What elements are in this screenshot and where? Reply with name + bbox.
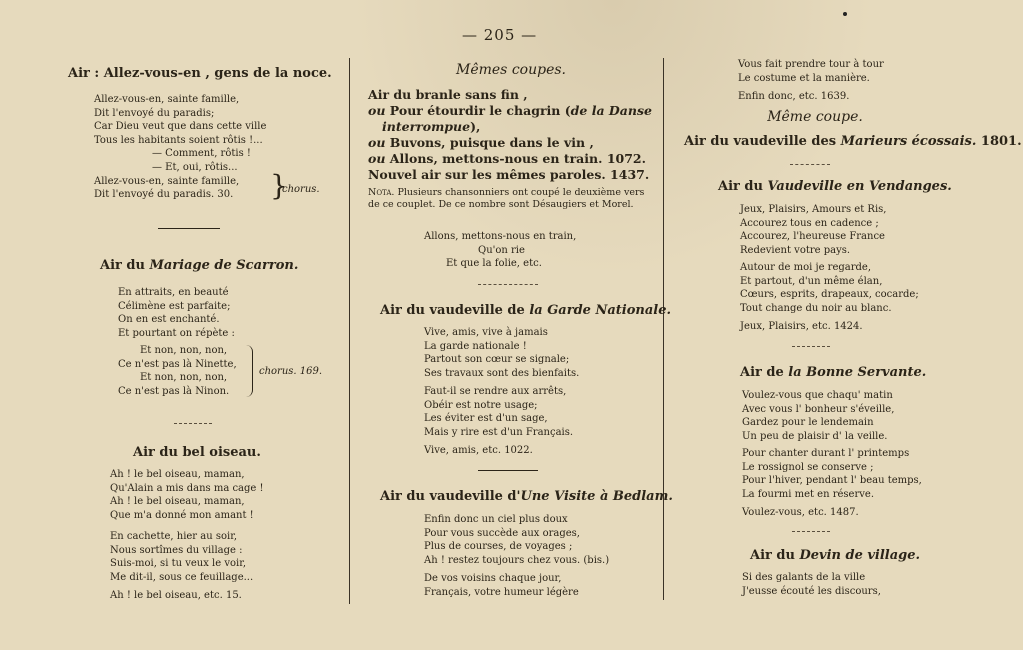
- verse-line: Les éviter est d'un sage,: [424, 413, 548, 425]
- verse-line: Et non, non, non,: [140, 345, 228, 356]
- verse-line: Dit l'envoyé du paradis. 30.: [94, 189, 234, 201]
- section-separator: [792, 346, 830, 347]
- verse-line: Pour l'hiver, pendant l' beau temps,: [742, 475, 922, 487]
- verse-line: La garde nationale !: [424, 340, 527, 352]
- verse-end: Ah ! le bel oiseau, etc. 15.: [110, 590, 242, 601]
- tune-line: Nouvel air sur les mêmes paroles. 1437.: [368, 167, 650, 182]
- verse-line: Car Dieu veut que dans cette ville: [94, 121, 267, 133]
- verse-line: Allons, mettons-nous en train,: [424, 231, 577, 242]
- verse: [740, 203, 886, 257]
- verse-line: Vous fait prendre tour à tour: [738, 59, 884, 70]
- verse-line: Ah ! restez toujours chez vous. (bis.): [424, 554, 610, 566]
- verse-line: Plus de courses, de voyages ;: [424, 541, 573, 553]
- verse-line: Si des galants de la ville: [742, 572, 866, 583]
- verse-end: Voulez-vous, etc. 1487.: [742, 507, 859, 518]
- verse: [740, 261, 919, 315]
- verse-line: Me dit-il, sous ce feuillage...: [110, 571, 254, 583]
- verse: [742, 389, 894, 443]
- verse: [424, 326, 579, 380]
- verse-end: Vive, amis, etc. 1022.: [424, 445, 533, 456]
- verse-line: Suis-moi, si tu veux le voir,: [110, 558, 247, 570]
- section-separator: [174, 423, 212, 424]
- chorus-label: chorus. 169.: [259, 366, 323, 377]
- editorial-note: Nota. Plusieurs chansonniers ont coupé le deuxième vers de ce couplet. De ce nombre sont Désaugiers et Morel.: [368, 187, 645, 210]
- verse-line: Qu'on rie: [478, 244, 525, 256]
- song-title: Air du bel oiseau.: [133, 445, 261, 460]
- verse-line: Vive, amis, vive à jamais: [424, 327, 548, 338]
- tune-line: ou Buvons, puisque dans le vin ,: [368, 135, 594, 150]
- verse: [94, 93, 266, 202]
- verse-line: Avec vous l' bonheur s'éveille,: [742, 403, 895, 415]
- section-title: Mêmes coupes.: [456, 62, 566, 78]
- chorus-label: chorus.: [282, 184, 320, 195]
- tune-line: interrompue),: [382, 119, 481, 134]
- verse-line: Allez-vous-en, sainte famille,: [94, 175, 240, 187]
- verse-line: Voulez-vous que chaqu' matin: [742, 390, 893, 401]
- song-title: Air du Devin de village.: [750, 548, 921, 563]
- tune-list: [368, 87, 652, 183]
- verse-line: Ce n'est pas là Ninon.: [118, 385, 230, 397]
- verse-line: J'eusse écouté les discours,: [742, 585, 881, 597]
- verse-line: Mais y rire est d'un Français.: [424, 426, 574, 438]
- verse-line: On en est enchanté.: [118, 314, 220, 326]
- section-separator: [158, 228, 220, 229]
- verse-line: Le costume et la manière.: [738, 72, 870, 84]
- verse-line: Un peu de plaisir d' la veille.: [742, 430, 888, 442]
- verse-line: Accourez, l'heureuse France: [740, 231, 885, 243]
- verse-line: Ah ! le bel oiseau, maman,: [110, 496, 245, 508]
- column-rule-left: [349, 58, 350, 604]
- ink-spot: [843, 12, 847, 16]
- verse-line: En attraits, en beauté: [118, 287, 229, 298]
- tune-line: Air du branle sans fin ,: [368, 87, 528, 102]
- verse: [424, 385, 573, 439]
- verse: [424, 572, 579, 599]
- verse-line: Célimène est parfaite;: [118, 300, 231, 312]
- verse: [110, 530, 253, 584]
- verse-line: Accourez tous en cadence ;: [740, 217, 879, 229]
- section-title: Même coupe.: [767, 109, 863, 125]
- verse-line: Jeux, Plaisirs, Amours et Ris,: [740, 204, 887, 215]
- verse: [424, 513, 609, 567]
- verse: [110, 468, 264, 522]
- song-title: Air du vaudeville d'Une Visite à Bedlam.: [380, 489, 673, 504]
- verse-line: Français, votre humeur légère: [424, 586, 579, 598]
- verse: [742, 447, 922, 501]
- verse-line: Ses travaux sont des bienfaits.: [424, 367, 580, 379]
- verse-line: Le rossignol se conserve ;: [742, 461, 874, 473]
- verse-line: Ah ! le bel oiseau, maman,: [110, 469, 245, 480]
- verse-line: Et non, non, non,: [140, 372, 228, 384]
- verse-end: Jeux, Plaisirs, etc. 1424.: [740, 321, 863, 332]
- verse-end: Enfin donc, etc. 1639.: [738, 91, 850, 102]
- verse-line: Pour vous succède aux orages,: [424, 527, 580, 539]
- verse-line: Ce n'est pas là Ninette,: [118, 358, 237, 370]
- song-title: Air du Vaudeville en Vendanges.: [718, 179, 952, 194]
- chorus-brace: }: [270, 169, 288, 202]
- verse-line: Dit l'envoyé du paradis;: [94, 107, 215, 119]
- section-separator: [478, 284, 538, 285]
- verse-line: — Comment, rôtis !: [152, 148, 251, 160]
- verse-line: Et que la folie, etc.: [446, 258, 542, 270]
- verse: [738, 58, 884, 85]
- tune-line: ou Allons, mettons-nous en train. 1072.: [368, 151, 646, 166]
- verse-line: Pour chanter durant l' printemps: [742, 448, 910, 459]
- verse: [424, 230, 576, 271]
- verse-line: En cachette, hier au soir,: [110, 531, 238, 542]
- tune-line: ou Pour étourdir le chagrin (de la Danse: [368, 103, 652, 118]
- verse-line: Faut-il se rendre aux arrêts,: [424, 386, 567, 397]
- song-title: Air : Allez-vous-en , gens de la noce.: [68, 66, 332, 81]
- page-number: — 205 —: [462, 26, 538, 44]
- verse-line: Que m'a donné mon amant !: [110, 509, 254, 521]
- verse-line: Qu'Alain a mis dans ma cage !: [110, 482, 264, 494]
- verse-line: Obéir est notre usage;: [424, 399, 538, 411]
- verse-line: Et pourtant on répète :: [118, 327, 235, 339]
- verse-line: De vos voisins chaque jour,: [424, 573, 562, 584]
- verse-line: Enfin donc un ciel plus doux: [424, 514, 568, 525]
- verse-line: La fourmi met en réserve.: [742, 488, 874, 500]
- section-separator: [478, 470, 538, 471]
- verse-line: Tout change du noir au blanc.: [740, 302, 892, 314]
- verse: [742, 571, 881, 598]
- verse-line: Gardez pour le lendemain: [742, 417, 874, 429]
- tune-line: Air du vaudeville des Marieurs écossais. 1801.: [684, 134, 1022, 149]
- section-separator: [792, 531, 830, 532]
- verse-line: Tous les habitants soient rôtis !...: [94, 134, 263, 146]
- verse: [118, 286, 235, 340]
- verse-line: Et partout, d'un même élan,: [740, 275, 883, 287]
- verse-line: Cœurs, esprits, drapeaux, cocarde;: [740, 289, 919, 301]
- verse-line: Allez-vous-en, sainte famille,: [94, 94, 240, 105]
- refrain: [118, 344, 237, 398]
- song-title: Air du vaudeville de la Garde Nationale.: [380, 303, 671, 318]
- verse-line: Redevient votre pays.: [740, 244, 851, 256]
- song-title: Air du Mariage de Scarron.: [100, 258, 299, 273]
- column-rule-right: [663, 58, 664, 600]
- section-separator: [790, 164, 830, 165]
- verse-line: — Et, oui, rôtis...: [152, 161, 238, 173]
- verse-line: Partout son cœur se signale;: [424, 354, 570, 366]
- verse-line: Autour de moi je regarde,: [740, 262, 872, 273]
- song-title: Air de la Bonne Servante.: [740, 365, 927, 380]
- verse-line: Nous sortîmes du village :: [110, 544, 243, 556]
- chorus-brace: [246, 345, 253, 397]
